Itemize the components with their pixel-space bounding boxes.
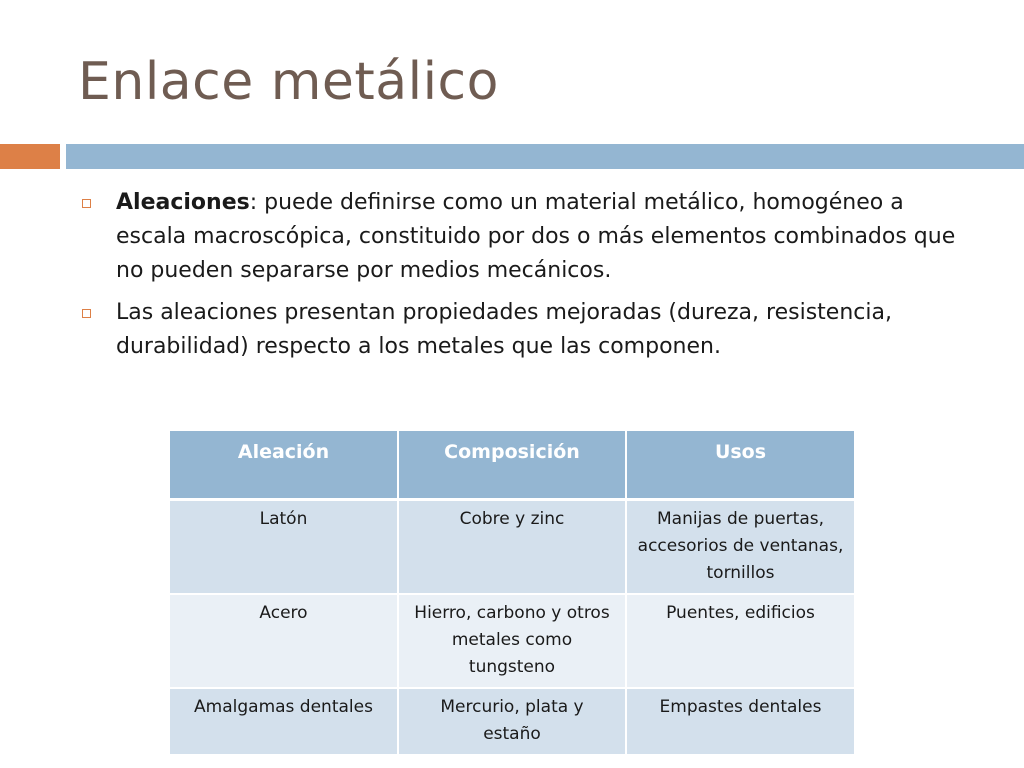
cell-composition: Hierro, carbono y otros metales como tungsteno (398, 594, 626, 688)
cell-uses: Empastes dentales (626, 688, 854, 755)
header-composition: Composición (398, 431, 626, 499)
bullet-text: : puede definirse como un material metálico, homogéneo a escala macroscópica, constituido por dos o más elementos combinados que no pueden separarse por medios mecánicos. (116, 190, 956, 283)
cell-alloy: Acero (170, 594, 398, 688)
table-row (170, 688, 854, 755)
square-bullet-icon (82, 309, 91, 318)
bullet-item-properties (78, 296, 978, 364)
cell-uses: Puentes, edificios (626, 594, 854, 688)
slide-title: Enlace metálico (78, 52, 499, 112)
bullet-item-definition (78, 186, 978, 288)
title-accent-bar (0, 144, 60, 169)
table-header-row (170, 431, 854, 499)
cell-composition: Mercurio, plata y estaño (398, 688, 626, 755)
cell-alloy: Amalgamas dentales (170, 688, 398, 755)
header-alloy: Aleación (170, 431, 398, 499)
header-uses: Usos (626, 431, 854, 499)
cell-alloy: Latón (170, 499, 398, 594)
bullet-term: Aleaciones (116, 190, 250, 215)
alloys-table (170, 431, 854, 756)
cell-uses: Manijas de puertas, accesorios de ventanas, tornillos (626, 499, 854, 594)
cell-composition: Cobre y zinc (398, 499, 626, 594)
bullet-text: Las aleaciones presentan propiedades mejoradas (dureza, resistencia, durabilidad) respecto a los metales que las componen. (116, 300, 892, 359)
bullet-list (78, 186, 978, 372)
title-divider-bar (66, 144, 1024, 169)
square-bullet-icon (82, 199, 91, 208)
table-row (170, 594, 854, 688)
table-row (170, 499, 854, 594)
